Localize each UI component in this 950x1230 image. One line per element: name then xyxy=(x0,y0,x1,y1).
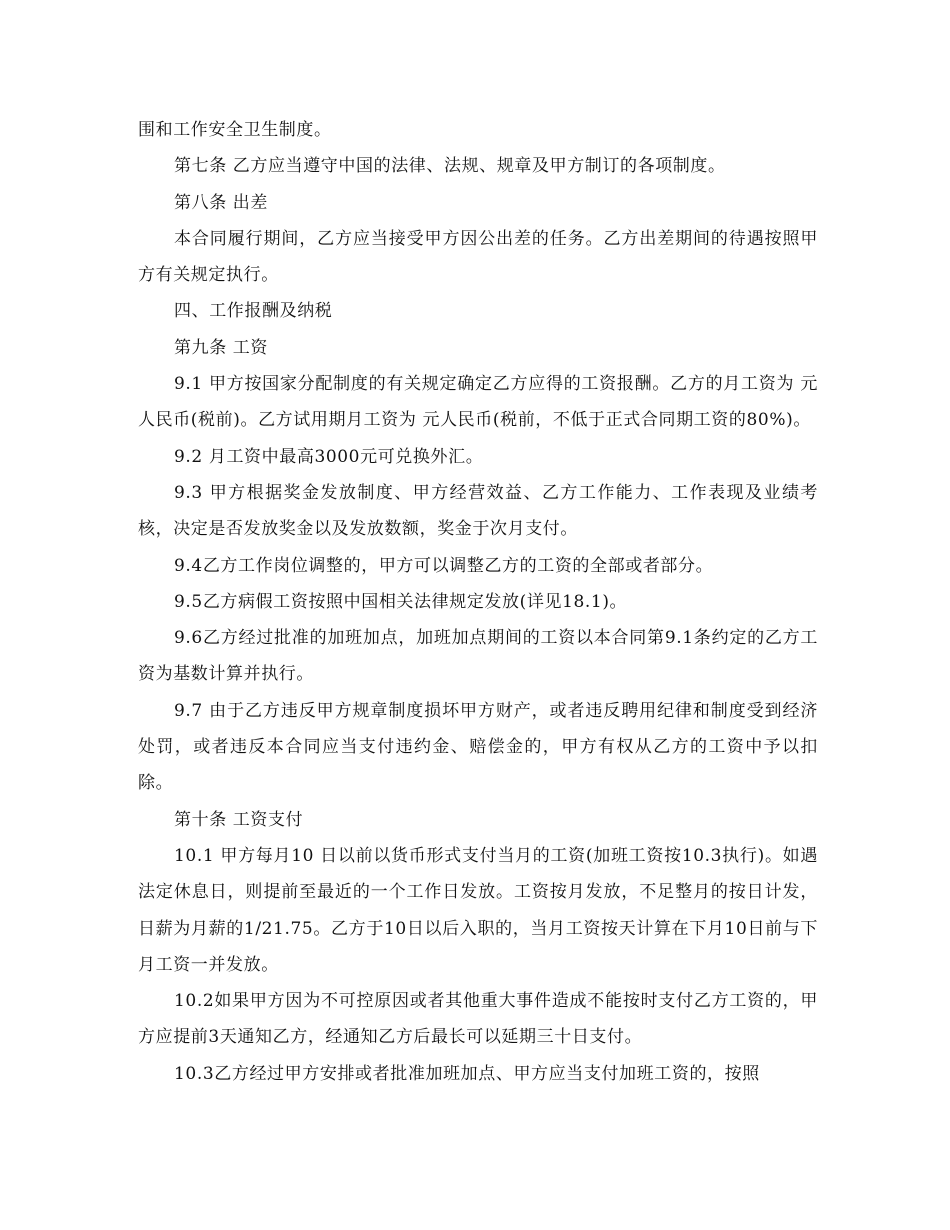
section-heading-4: 四、工作报酬及纳税 xyxy=(174,301,333,322)
clause-9-6: 9.6乙方经过批准的加班加点，加班加点期间的工资以本合同第9.1条约定的乙方工资为基数计算并执行。 xyxy=(138,628,818,685)
clause-9-4: 9.4乙方工作岗位调整的，甲方可以调整乙方的工资的全部或者部分。 xyxy=(174,555,714,576)
clause-9-5: 9.5乙方病假工资按照中国相关法律规定发放(详见18.1)。 xyxy=(174,591,628,612)
heading-article-10: 第十条 工资支付 xyxy=(174,809,304,830)
heading-article-9: 第九条 工资 xyxy=(174,337,269,358)
clause-10-3: 10.3乙方经过甲方安排或者批准加班加点、甲方应当支付加班工资的，按照 xyxy=(174,1063,760,1084)
paragraph-1: 围和工作安全卫生制度。 xyxy=(138,120,332,140)
paragraph-business-trip: 本合同履行期间，乙方应当接受甲方因公出差的任务。乙方出差期间的待遇按照甲方有关规定执行。 xyxy=(138,228,818,286)
paragraph-article-7: 第七条 乙方应当遵守中国的法律、法规、规章及甲方制订的各项制度。 xyxy=(174,156,726,177)
clause-9-7: 9.7 由于乙方违反甲方规章制度损坏甲方财产，或者违反聘用纪律和制度受到经济处罚，或者违反本合同应当支付违约金、赔偿金的，甲方有权从乙方的工资中予以扣除。 xyxy=(138,700,818,794)
clause-10-2: 10.2如果甲方因为不可控原因或者其他重大事件造成不能按时支付乙方工资的，甲方应提前3天通知乙方，经通知乙方后最长可以延期三十日支付。 xyxy=(138,991,818,1048)
document-body xyxy=(138,112,818,1092)
clause-9-3: 9.3 甲方根据奖金发放制度、甲方经营效益、乙方工作能力、工作表现及业绩考核，决定是否发放奖金以及发放数额，奖金于次月支付。 xyxy=(138,482,818,540)
heading-article-8: 第八条 出差 xyxy=(174,192,269,213)
clause-10-1: 10.1 甲方每月10 日以前以货币形式支付当月的工资(加班工资按10.3执行)。如遇法定休息日，则提前至最近的一个工作日发放。工资按月发放，不足整月的按日计发，日薪为月薪的1/21.75。乙方于10日以后入职的，当月工资按天计算在下月10日前与下月工资一并发放。 xyxy=(138,845,818,975)
clause-9-2: 9.2 月工资中最高3000元可兑换外汇。 xyxy=(174,446,484,467)
clause-9-1: 9.1 甲方按国家分配制度的有关规定确定乙方应得的工资报酬。乙方的月工资为 元人民币(税前)。乙方试用期月工资为 元人民币(税前，不低于正式合同期工资的80%)。 xyxy=(138,374,818,431)
